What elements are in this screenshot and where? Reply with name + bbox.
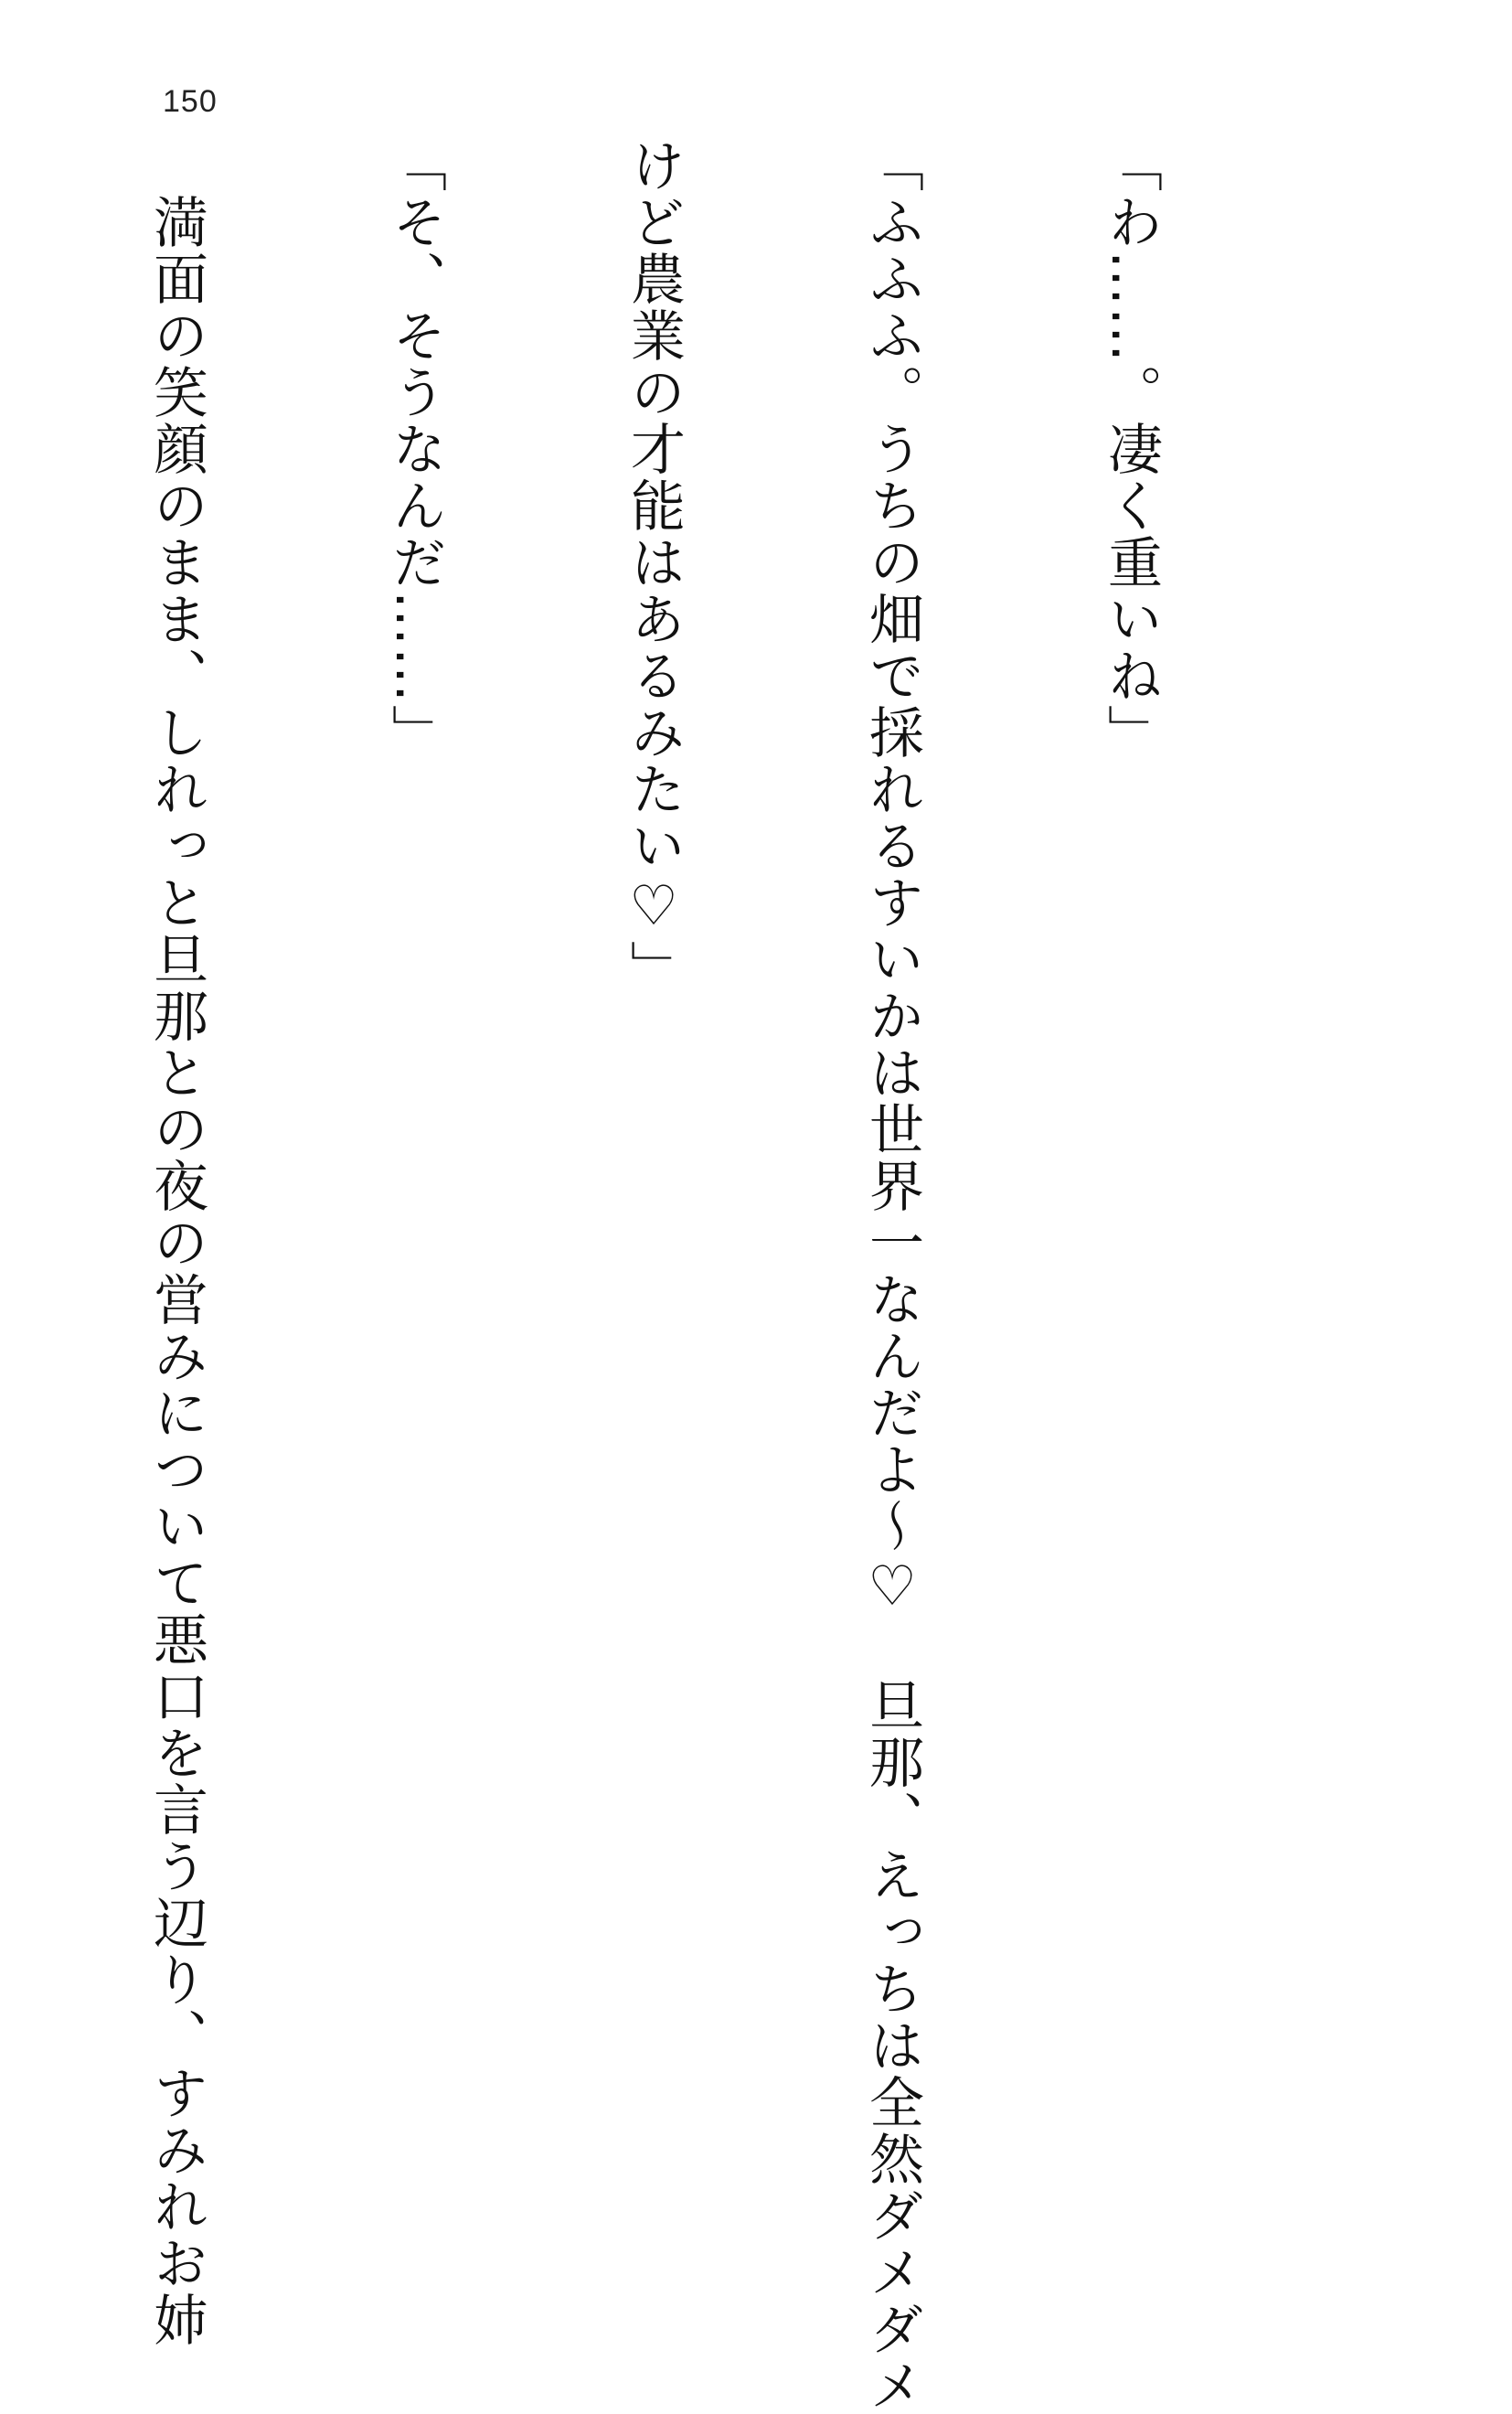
text-line: けど農業の才能はあるみたい♡」 [622, 137, 686, 997]
text-line: 「そ、そうなんだ……」 [383, 137, 447, 761]
text-line: 満面の笑顔のまま、しれっと旦那との夜の営みについて悪口を言う辺り、すみれお姉 [144, 137, 208, 2348]
body-text [0, 137, 1329, 2414]
text-line: 「ふふふ。うちの畑で採れるすいかは世界一なんだよ〜♡ 旦那、えっちは全然ダメダメ [860, 137, 924, 2414]
page-number: 150 [163, 84, 218, 119]
text-line: 「わ……。凄く重いね」 [1099, 137, 1163, 761]
